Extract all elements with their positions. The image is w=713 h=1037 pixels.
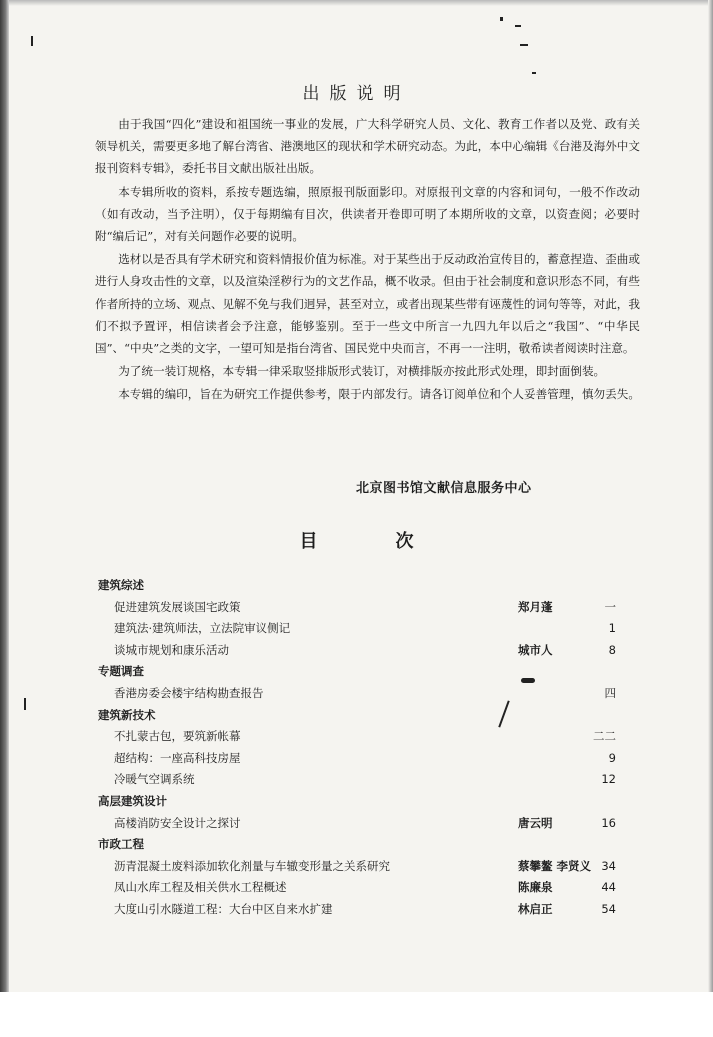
toc-entry-author: 林启正 — [518, 901, 553, 916]
toc-entry-author: 蔡攀鳌 李贤义 — [518, 858, 592, 873]
scan-speck — [520, 44, 528, 46]
publication-note-body — [95, 113, 640, 407]
toc-category: 专题调查 — [98, 664, 144, 679]
toc-entry — [98, 769, 616, 791]
toc-entry — [98, 877, 616, 899]
note-paragraph: 选材以是否具有学术研究和资料情报价值为标准。对于某些出于反动政治宣传目的，蓄意捏造、歪曲或进行人身攻击性的文章，以及渲染淫秽行为的文艺作品，概不收录。但由于社会制度和意识形态不同，有些作者所持的立场、观点、见解不免与我们迥异，甚至对立，或者出现某些带有诬蔑性的词句等等，对此，我们不拟予置评，相信读者会予注意，能够鉴别。至于一些文中所言一九四九年以后之“我国”、“中华民国”、“中央”之类的文字，一望可知是指台湾省、国民党中央而言，不再一一注明，敬希读者阅读时注意。 — [95, 252, 640, 356]
toc-entry-title: 促进建筑发展谈国宅政策 — [114, 599, 241, 614]
toc-category: 高层建筑设计 — [98, 793, 167, 808]
scan-speck — [24, 698, 26, 710]
toc-entry-page: 34 — [601, 858, 616, 873]
page-top-shadow — [0, 0, 713, 6]
toc-entry-title: 不扎蒙古包，要筑新帐幕 — [114, 729, 241, 744]
organization-signature: 北京图书馆文献信息服务中心 — [356, 481, 532, 496]
note-paragraph: 本专辑的编印，旨在为研究工作提供参考，限于内部发行。请各订阅单位和个人妥善管理，慎勿丢失。 — [118, 387, 640, 402]
toc-entry-page: 12 — [601, 772, 616, 787]
toc-entry-page: 二二 — [593, 729, 616, 744]
toc-entry-author: 郑月蓬 — [518, 599, 553, 614]
table-of-contents — [98, 575, 616, 921]
toc-entry — [98, 640, 616, 662]
toc-entry — [98, 618, 616, 640]
toc-entry-title: 谈城市规划和康乐活动 — [114, 642, 229, 657]
toc-entry-page: 16 — [601, 815, 616, 830]
toc-entry-title: 大度山引水隧道工程：大台中区自来水扩建 — [114, 901, 333, 916]
scan-margin — [0, 992, 713, 1037]
scan-speck — [515, 25, 521, 27]
note-paragraph: 本专辑所收的资料，系按专题选编，照原报刊版面影印。对原报刊文章的内容和词句，一般不作改动（如有改动，当予注明），仅于每期编有目次，供读者开卷即可明了本期所收的文章，以资查阅；必要时附“编后记”，对有关问题作必要的说明。 — [95, 184, 640, 244]
toc-entry — [98, 813, 616, 835]
scan-speck — [31, 36, 33, 46]
toc-entry-page: 1 — [608, 621, 616, 636]
toc-entry — [98, 597, 616, 619]
toc-entry — [98, 726, 616, 748]
toc-entry — [98, 748, 616, 770]
toc-entry-author: 唐云明 — [518, 815, 553, 830]
toc-entry-title: 沥青混凝土废料添加软化剂量与车辙变形量之关系研究 — [114, 858, 390, 873]
toc-entry — [98, 899, 616, 921]
toc-entry-page: 8 — [608, 642, 616, 657]
scan-speck — [500, 17, 503, 21]
toc-entry-page: 四 — [604, 685, 616, 700]
toc-entry-author: 陈廉泉 — [518, 880, 553, 895]
note-paragraph: 为了统一装订规格，本专辑一律采取竖排版形式装订，对横排版亦按此形式处理，即封面倒装。 — [118, 364, 606, 379]
toc-title-right: 次 — [395, 531, 414, 552]
toc-title-left: 目 — [299, 531, 318, 552]
toc-category: 建筑综述 — [98, 578, 144, 592]
toc-category: 建筑新技术 — [98, 707, 156, 722]
toc-entry-page: 9 — [608, 750, 616, 765]
page-binding-shadow — [0, 0, 9, 992]
toc-entry-title: 香港房委会楼宇结构勘查报告 — [114, 685, 264, 700]
toc-entry-title: 高楼消防安全设计之探讨 — [114, 815, 241, 830]
toc-category: 市政工程 — [98, 837, 144, 852]
toc-entry — [98, 856, 616, 878]
page-right-shadow — [708, 0, 713, 992]
toc-entry-page: 54 — [601, 901, 616, 916]
toc-entry-title: 建筑法·建筑师法，立法院审议侧记 — [114, 621, 291, 636]
toc-entry — [98, 683, 616, 705]
toc-entry-title: 凤山水库工程及相关供水工程概述 — [114, 880, 287, 895]
toc-entry-title: 冷暖气空调系统 — [114, 772, 195, 787]
note-paragraph: 由于我国“四化”建设和祖国统一事业的发展，广大科学研究人员、文化、教育工作者以及党、政有关领导机关，需要更多地了解台湾省、港澳地区的现状和学术研究动态。为此，本中心编辑《台港及海外中文报刊资料专辑》，委托书目文献出版社出版。 — [95, 117, 640, 176]
toc-entry-author: 城市人 — [518, 642, 553, 657]
toc-entry-page: 44 — [601, 880, 616, 895]
toc-entry-page: 一 — [604, 599, 616, 614]
toc-title — [0, 527, 713, 553]
scan-speck — [532, 72, 536, 74]
toc-entry-title: 超结构：一座高科技房屋 — [114, 750, 241, 765]
publication-note-title: 出版说明 — [302, 84, 411, 104]
